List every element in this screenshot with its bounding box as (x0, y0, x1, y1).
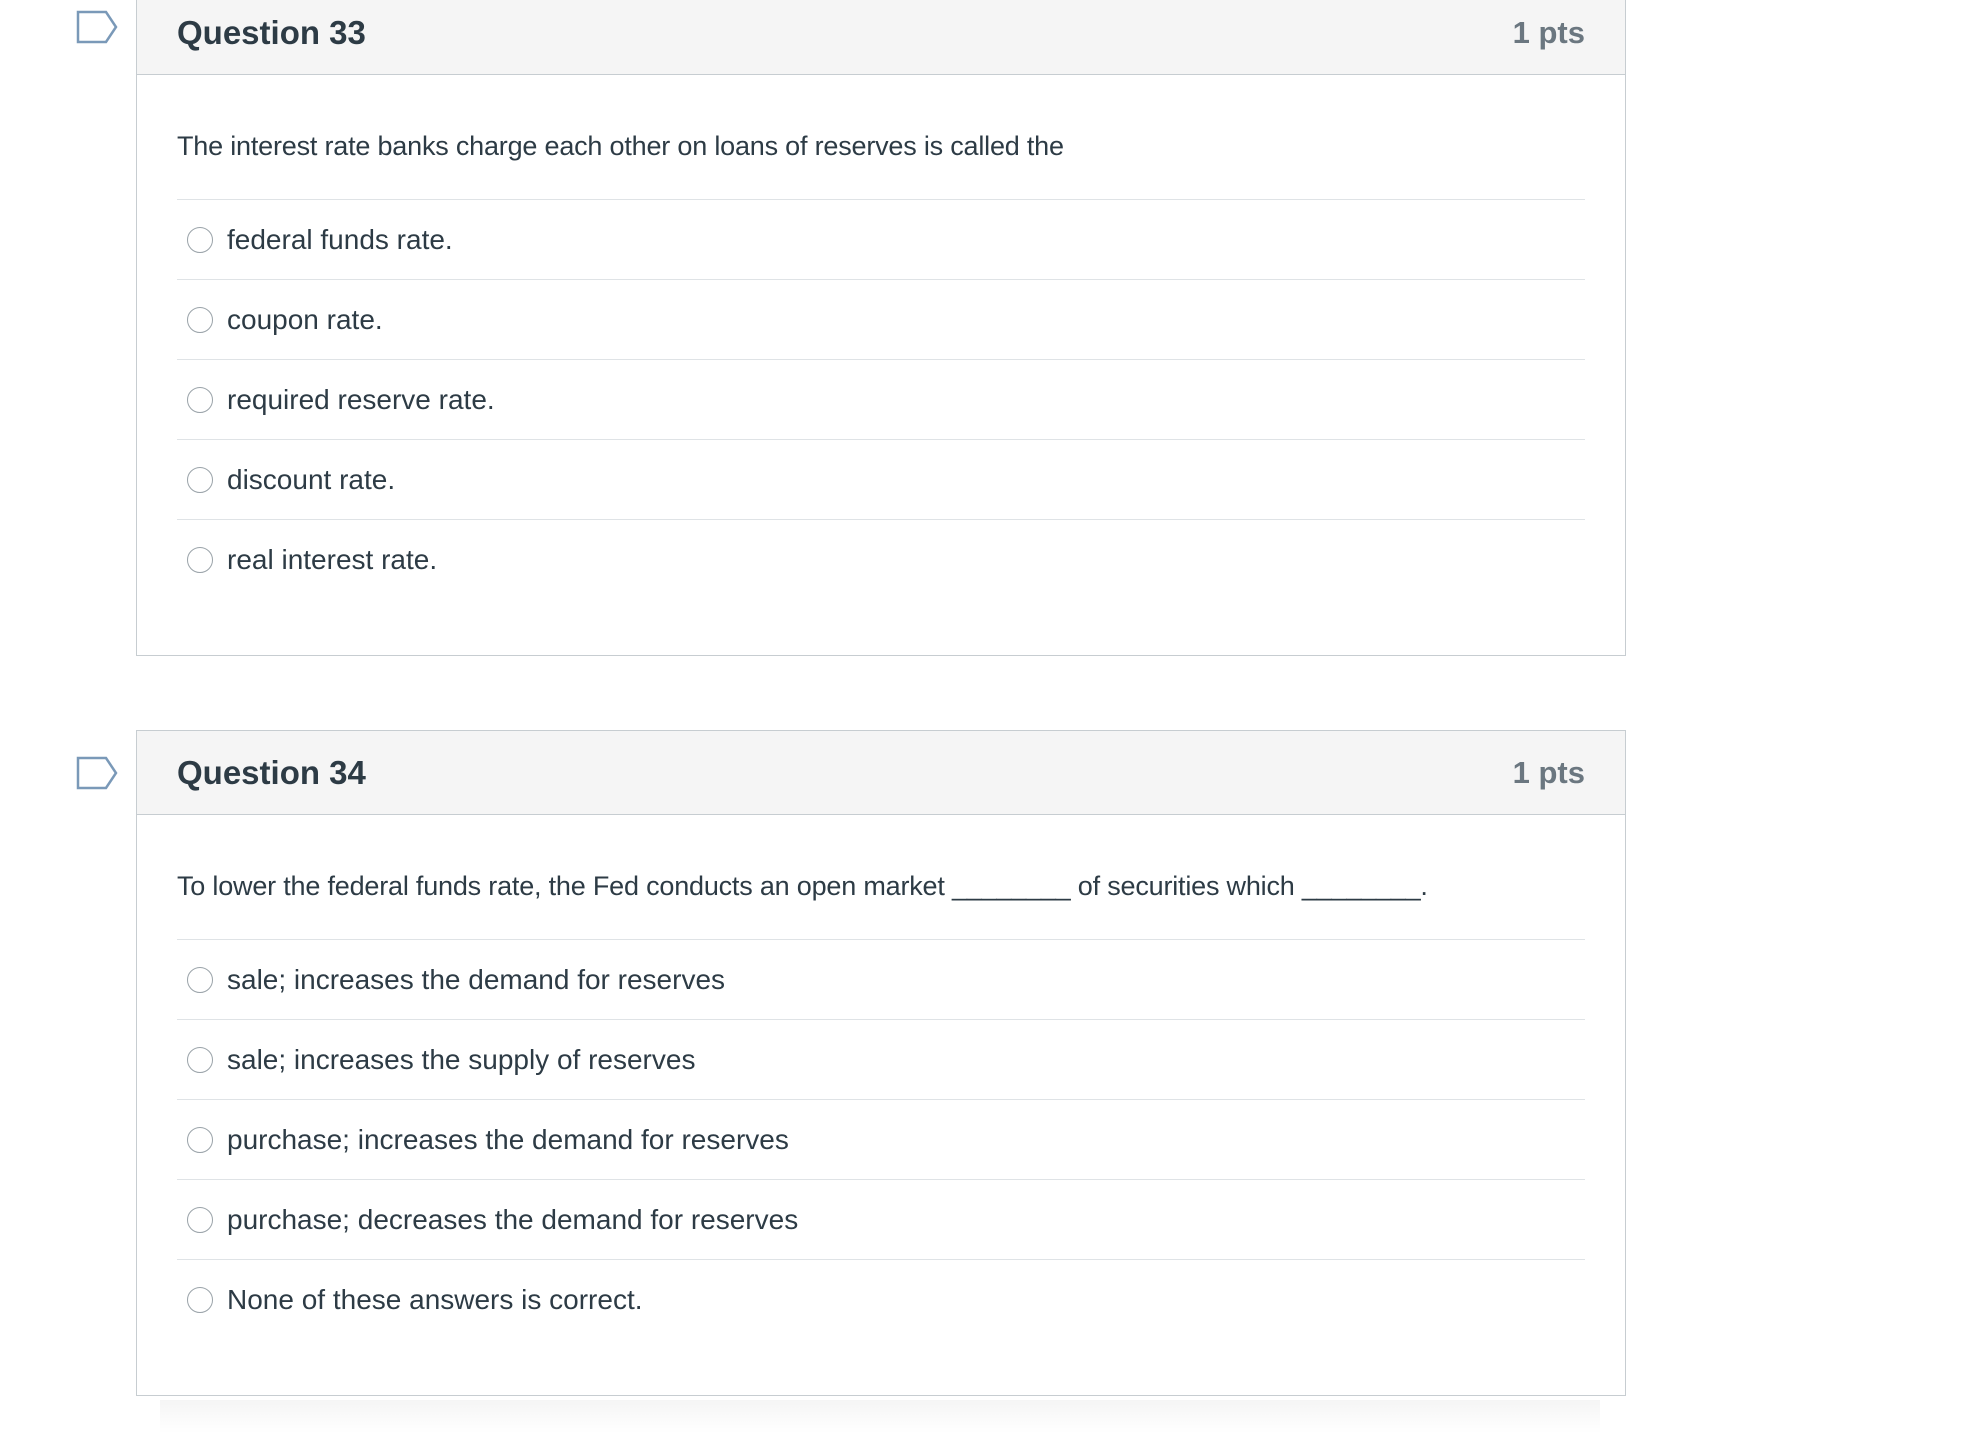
radio-button[interactable] (187, 227, 213, 253)
answer-label[interactable]: sale; increases the supply of reserves (227, 1043, 696, 1075)
answer-option[interactable] (177, 1100, 1585, 1180)
question-body (137, 815, 1625, 1380)
question-33 (136, 0, 1626, 656)
answer-option[interactable] (177, 360, 1585, 440)
answer-option[interactable] (177, 1260, 1585, 1340)
answer-option[interactable] (177, 200, 1585, 280)
answer-list (177, 940, 1585, 1380)
flag-question-icon[interactable] (76, 756, 118, 790)
answer-option[interactable] (177, 440, 1585, 520)
question-title: Question 34 (177, 753, 366, 791)
question-points: 1 pts (1512, 14, 1585, 50)
question-body (137, 75, 1625, 640)
radio-button[interactable] (187, 1287, 213, 1313)
answer-option[interactable] (177, 1020, 1585, 1100)
answer-option[interactable] (177, 520, 1585, 600)
page-bottom-shadow (160, 1400, 1600, 1434)
question-header (137, 731, 1625, 815)
question-title: Question 33 (177, 13, 366, 51)
answer-label[interactable]: discount rate. (227, 463, 396, 495)
question-text: The interest rate banks charge each other on loans of reserves is called the (177, 75, 1585, 200)
radio-button[interactable] (187, 387, 213, 413)
answer-label[interactable]: purchase; decreases the demand for reserves (227, 1203, 799, 1235)
answer-label[interactable]: required reserve rate. (227, 383, 495, 415)
answer-label[interactable]: federal funds rate. (227, 223, 453, 255)
answer-label[interactable]: sale; increases the demand for reserves (227, 963, 726, 995)
answer-option[interactable] (177, 940, 1585, 1020)
question-header (137, 0, 1625, 75)
radio-button[interactable] (187, 1047, 213, 1073)
flag-question-icon[interactable] (76, 10, 118, 44)
question-34 (136, 730, 1626, 1396)
radio-button[interactable] (187, 1127, 213, 1153)
answer-list (177, 200, 1585, 640)
answer-option[interactable] (177, 280, 1585, 360)
radio-button[interactable] (187, 467, 213, 493)
question-points: 1 pts (1512, 754, 1585, 790)
radio-button[interactable] (187, 1207, 213, 1233)
radio-button[interactable] (187, 547, 213, 573)
answer-label[interactable]: coupon rate. (227, 303, 383, 335)
radio-button[interactable] (187, 307, 213, 333)
answer-label[interactable]: purchase; increases the demand for reserves (227, 1123, 789, 1155)
answer-option[interactable] (177, 1180, 1585, 1260)
radio-button[interactable] (187, 967, 213, 993)
answer-label[interactable]: real interest rate. (227, 544, 438, 575)
answer-label[interactable]: None of these answers is correct. (227, 1284, 643, 1315)
question-text: To lower the federal funds rate, the Fed conducts an open market ________ of securities which ________. (177, 815, 1585, 940)
